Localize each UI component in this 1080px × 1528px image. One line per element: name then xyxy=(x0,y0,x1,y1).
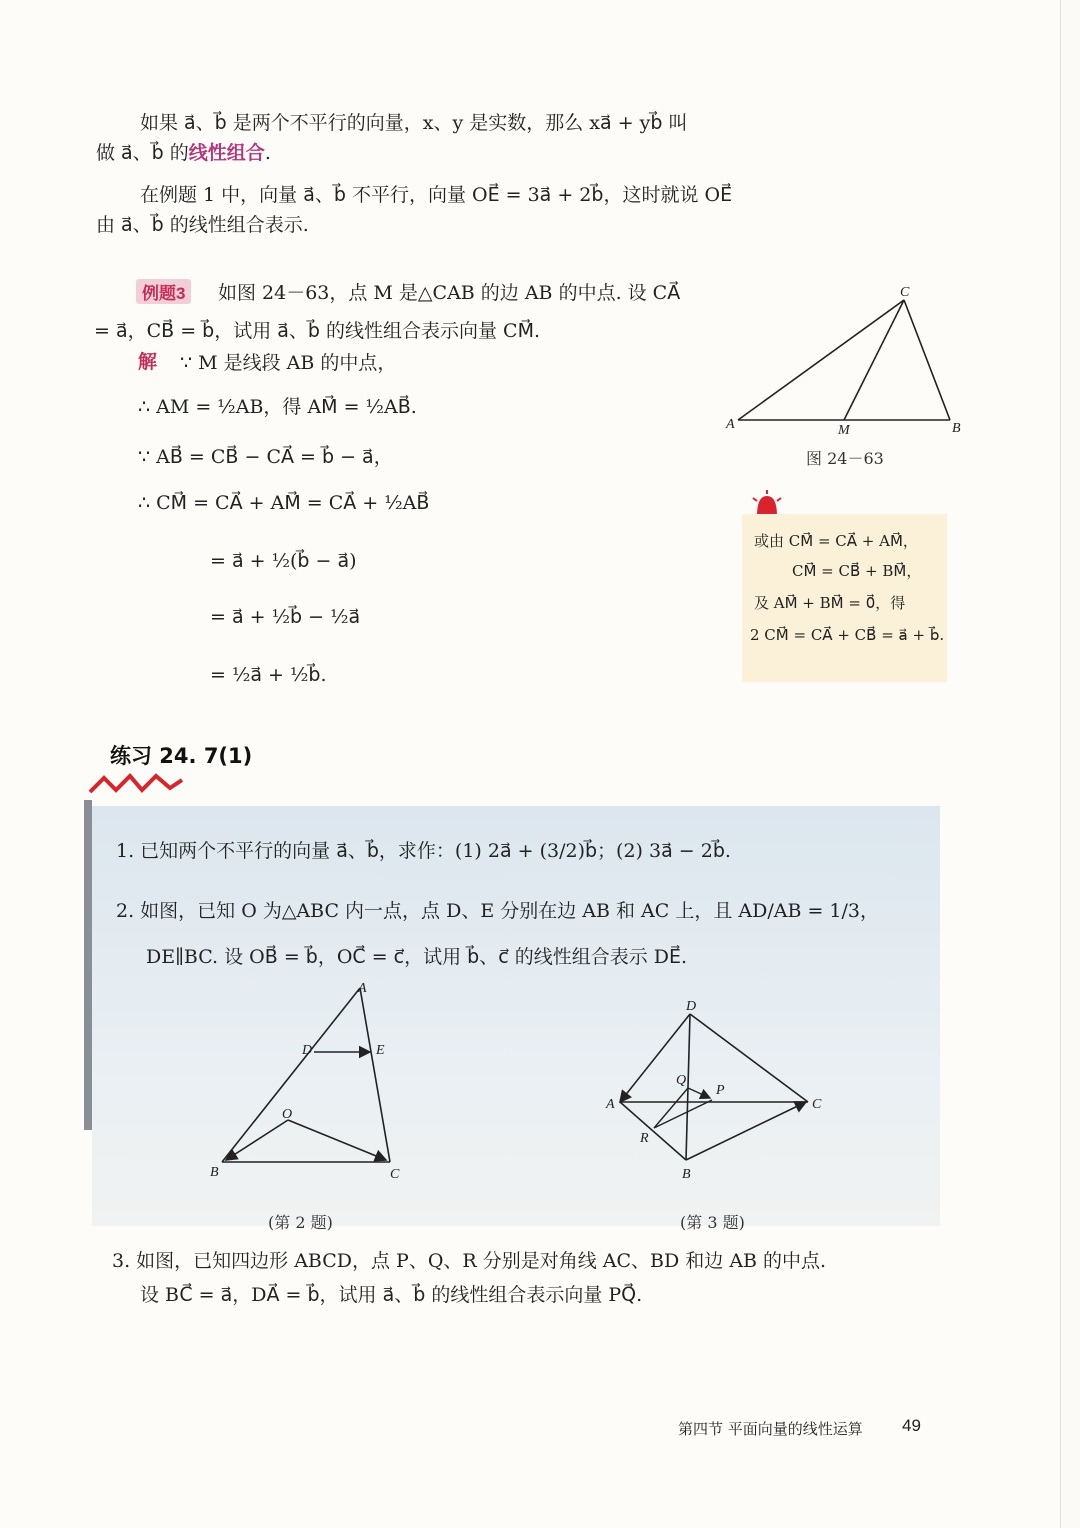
label-d: D xyxy=(302,1043,313,1058)
segment-qr xyxy=(654,1088,688,1128)
segment-rp xyxy=(654,1100,712,1128)
label-b: B xyxy=(682,1167,691,1182)
solution-step-6: = a⃗ + ½b⃗ − ½a⃗ xyxy=(210,606,361,628)
solution-step-5: = a⃗ + ½(b⃗ − a⃗) xyxy=(210,550,357,572)
tip-box xyxy=(742,514,947,682)
label-c: C xyxy=(900,285,910,300)
label-r: R xyxy=(640,1131,649,1146)
zigzag-decoration-icon xyxy=(86,770,186,798)
label-c: C xyxy=(390,1167,400,1180)
question-2-line-2: DE∥BC. 设 OB⃗ = b⃗，OC⃗ = c⃗，试用 b⃗、c⃗ 的线性组合表示 DE⃗. xyxy=(146,946,688,968)
figure-24-63 xyxy=(720,280,970,440)
figure-question-2 xyxy=(200,980,420,1180)
tip-line-4: 2 CM⃗ = CA⃗ + CB⃗ = a⃗ + b⃗. xyxy=(750,626,945,644)
label-d: D xyxy=(686,999,697,1014)
example-badge: 例题3 xyxy=(136,279,191,304)
solution-step-4: ∴ CM⃗ = CA⃗ + AM⃗ = CA⃗ + ½AB⃗ xyxy=(138,492,430,514)
intro-line-4: 由 a⃗、b⃗ 的线性组合表示. xyxy=(96,214,309,236)
figure-caption-24-63: 图 24－63 xyxy=(806,449,884,468)
label-b: B xyxy=(210,1165,219,1180)
section-title: 第四节 平面向量的线性运算 xyxy=(678,1420,863,1438)
edge-ab xyxy=(620,1102,686,1160)
tip-line-2: CM⃗ = CB⃗ + BM⃗， xyxy=(792,562,922,580)
label-a: A xyxy=(726,417,735,432)
label-p: P xyxy=(716,1083,725,1098)
vector-qp xyxy=(688,1088,710,1098)
edge-ab xyxy=(222,988,360,1162)
question-3-line-1: 3. 如图，已知四边形 ABCD，点 P、Q、R 分别是对角线 AC、BD 和边 AB 的中点. xyxy=(112,1250,827,1272)
question-2-line-1: 2. 如图，已知 O 为△ABC 内一点，点 D、E 分别在边 AB 和 AC 上，且 AD/AB = 1/3， xyxy=(116,900,879,922)
edge-dc xyxy=(690,1014,808,1102)
solution-step-3: ∵ AB⃗ = CB⃗ − CA⃗ = b⃗ − a⃗， xyxy=(138,446,393,468)
label-b: B xyxy=(952,421,961,436)
vector-da xyxy=(620,1014,690,1102)
intro-line-2-prefix: 做 a⃗、b⃗ 的 xyxy=(96,142,189,164)
tip-line-1: 或由 CM⃗ = CA⃗ + AM⃗， xyxy=(754,532,918,550)
label-c: C xyxy=(812,1097,822,1112)
solution-step-2: ∴ AM = ½AB，得 AM⃗ = ½AB⃗. xyxy=(138,396,417,418)
exercise-title: 练习 24. 7(1) xyxy=(110,744,253,768)
term-linear-combination: 线性组合 xyxy=(188,142,265,164)
edge-ac xyxy=(360,988,390,1162)
figure-2-caption: (第 2 题) xyxy=(268,1213,333,1232)
diagonal-bd xyxy=(686,1014,690,1160)
vector-oc xyxy=(288,1120,386,1160)
question-3-line-2: 设 BC⃗ = a⃗，DA⃗ = b⃗，试用 a⃗、b⃗ 的线性组合表示向量 PQ⃗. xyxy=(140,1284,643,1306)
label-o: O xyxy=(282,1107,293,1122)
label-m: M xyxy=(838,423,850,438)
median-cm xyxy=(844,300,904,420)
solution-step-1: ∵ M 是线段 AB 的中点， xyxy=(180,352,397,374)
vector-bc xyxy=(686,1102,806,1160)
solution-label: 解 xyxy=(138,352,158,373)
intro-line-2-suffix: . xyxy=(264,142,271,164)
vector-ob xyxy=(226,1120,288,1160)
label-a: A xyxy=(606,1097,615,1112)
edge-cb xyxy=(904,300,950,420)
page-number: 49 xyxy=(902,1416,921,1435)
edge-ac xyxy=(738,300,904,420)
figure-3-caption: (第 3 题) xyxy=(680,1213,745,1232)
intro-line-2 xyxy=(96,138,271,168)
figure-question-3 xyxy=(600,994,830,1184)
solution-step-7: = ½a⃗ + ½b⃗. xyxy=(210,664,327,686)
intro-line-1: 如果 a⃗、b⃗ 是两个不平行的向量，x、y 是实数，那么 xa⃗ + yb⃗ 叫 xyxy=(140,112,688,134)
label-q: Q xyxy=(676,1073,687,1088)
example-line-1: 如图 24－63，点 M 是△CAB 的边 AB 的中点. 设 CA⃗ xyxy=(218,282,681,304)
label-e: E xyxy=(376,1043,385,1058)
tip-line-3: 及 AM⃗ + BM⃗ = 0⃗，得 xyxy=(754,594,906,612)
label-a: A xyxy=(358,981,367,996)
intro-line-3: 在例题 1 中，向量 a⃗、b⃗ 不平行，向量 OE⃗ = 3a⃗ + 2b⃗，这时就说 OE⃗ xyxy=(140,184,733,206)
example-line-2: = a⃗，CB⃗ = b⃗，试用 a⃗、b⃗ 的线性组合表示向量 CM⃗. xyxy=(94,320,541,342)
panel-side-bar xyxy=(84,800,92,1130)
question-1: 1. 已知两个不平行的向量 a⃗、b⃗，求作：(1) 2a⃗ + (3/2)b⃗；(2) 3a⃗ − 2b⃗. xyxy=(116,840,731,862)
